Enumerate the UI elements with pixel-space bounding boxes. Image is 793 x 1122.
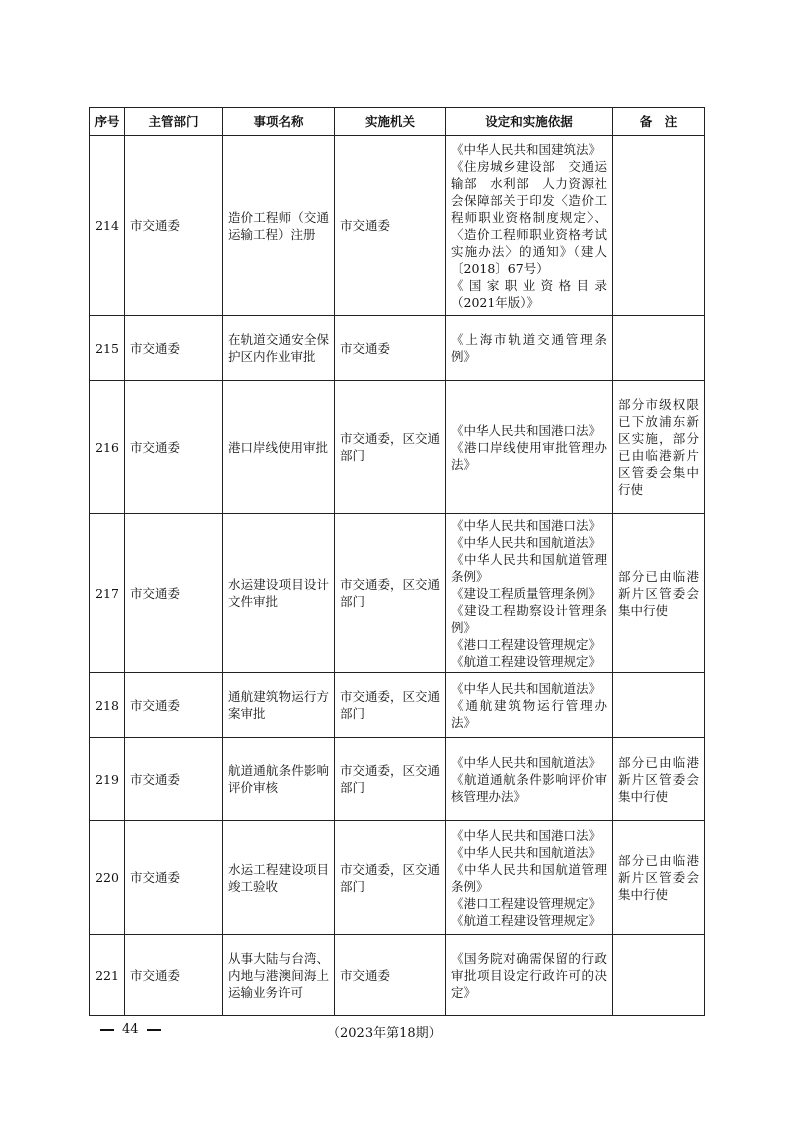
dash-right [147, 1029, 161, 1031]
basis-line: 《中华人民共和国建筑法》 [451, 141, 602, 157]
basis-cell [446, 514, 613, 673]
org-cell: 市交通委，区交通部门 [335, 821, 446, 935]
header-note: 备 注 [613, 108, 705, 136]
item-cell: 造价工程师（交通运输工程）注册 [223, 136, 335, 316]
item-cell: 从事大陆与台湾、内地与港澳间海上运输业务许可 [223, 935, 335, 1016]
basis-cell [446, 821, 613, 935]
basis-line: 《通航建筑物运行管理办法》 [451, 697, 607, 730]
basis-line: 《中华人民共和国航道法》 [451, 754, 602, 770]
basis-cell [446, 316, 613, 381]
basis-cell [446, 136, 613, 316]
header-serial: 序号 [90, 108, 125, 136]
serial-cell: 217 [90, 514, 125, 673]
basis-line: 《住房城乡建设部 交通运输部 水利部 人力资源社会保障部关于印发〈造价工程师职业资格制度规定〉、〈造价工程师职业资格考试实施办法〉的通知》（建人〔2018〕67号） [451, 158, 607, 276]
note-cell: 部分市级权限已下放浦东新区实施，部分已由临港新片区管委会集中行使 [613, 381, 705, 514]
basis-line: 《港口工程建设管理规定》 [451, 895, 602, 911]
basis-line: 《中华人民共和国航道法》 [451, 844, 602, 860]
dept-cell: 市交通委 [125, 514, 223, 673]
header-dept: 主管部门 [125, 108, 223, 136]
item-cell: 港口岸线使用审批 [223, 381, 335, 514]
basis-line: 《中华人民共和国航道管理条例》 [451, 551, 607, 584]
dept-cell: 市交通委 [125, 673, 223, 738]
item-cell: 在轨道交通安全保护区内作业审批 [223, 316, 335, 381]
serial-cell: 215 [90, 316, 125, 381]
table-row [90, 381, 705, 514]
org-cell: 市交通委，区交通部门 [335, 673, 446, 738]
table-row [90, 821, 705, 935]
table-row [90, 673, 705, 738]
basis-line: 《上海市轨道交通管理条例》 [451, 332, 607, 364]
note-cell: 部分已由临港新片区管委会集中行使 [613, 821, 705, 935]
table-row [90, 136, 705, 316]
dept-cell: 市交通委 [125, 738, 223, 821]
serial-cell: 214 [90, 136, 125, 316]
dept-cell: 市交通委 [125, 381, 223, 514]
basis-line: 《中华人民共和国港口法》 [451, 422, 602, 438]
header-item: 事项名称 [223, 108, 335, 136]
note-cell [613, 136, 705, 316]
basis-line: 《港口岸线使用审批管理办法》 [451, 439, 607, 472]
serial-cell: 218 [90, 673, 125, 738]
admin-items-table [89, 107, 705, 1016]
org-cell: 市交通委，区交通部门 [335, 514, 446, 673]
dept-cell: 市交通委 [125, 935, 223, 1016]
basis-line: 《航道工程建设管理规定》 [451, 912, 602, 928]
org-cell: 市交通委 [335, 316, 446, 381]
table-row [90, 738, 705, 821]
note-cell: 部分已由临港新片区管委会集中行使 [613, 738, 705, 821]
dept-cell: 市交通委 [125, 821, 223, 935]
basis-line: 《中华人民共和国航道法》 [451, 680, 602, 696]
note-cell [613, 316, 705, 381]
item-cell: 水运工程建设项目竣工验收 [223, 821, 335, 935]
header-basis: 设定和实施依据 [446, 108, 613, 136]
item-cell: 通航建筑物运行方案审批 [223, 673, 335, 738]
dash-left [100, 1029, 114, 1031]
serial-cell: 221 [90, 935, 125, 1016]
basis-line: 《建设工程勘察设计管理条例》 [451, 602, 607, 635]
table-row [90, 316, 705, 381]
issue-label: （2023年第18期） [327, 1026, 442, 1041]
basis-cell [446, 673, 613, 738]
serial-cell: 216 [90, 381, 125, 514]
basis-cell [446, 935, 613, 1016]
table-row [90, 514, 705, 673]
table-header-row [90, 108, 705, 136]
basis-line: 《中华人民共和国港口法》 [451, 517, 602, 533]
table-row [90, 935, 705, 1016]
page-number-text: 44 [122, 1022, 139, 1037]
basis-line: 《港口工程建设管理规定》 [451, 636, 602, 652]
basis-line: 《航道工程建设管理规定》 [451, 653, 602, 669]
org-cell: 市交通委，区交通部门 [335, 738, 446, 821]
serial-cell: 220 [90, 821, 125, 935]
item-cell: 航道通航条件影响评价审核 [223, 738, 335, 821]
serial-cell: 219 [90, 738, 125, 821]
page-number [92, 1022, 169, 1037]
basis-line: 《国家职业资格目录（2021年版）》 [451, 277, 607, 310]
basis-line: 《建设工程质量管理条例》 [451, 585, 602, 601]
basis-line: 《中华人民共和国航道管理条例》 [451, 861, 607, 894]
basis-line: 《国务院对确需保留的行政审批项目设定行政许可的决定》 [451, 950, 607, 1000]
note-cell: 部分已由临港新片区管委会集中行使 [613, 514, 705, 673]
basis-line: 《中华人民共和国航道法》 [451, 534, 602, 550]
header-org: 实施机关 [335, 108, 446, 136]
item-cell: 水运建设项目设计文件审批 [223, 514, 335, 673]
dept-cell: 市交通委 [125, 316, 223, 381]
dept-cell: 市交通委 [125, 136, 223, 316]
basis-cell [446, 381, 613, 514]
note-cell [613, 935, 705, 1016]
table-body [90, 136, 705, 1016]
org-cell: 市交通委 [335, 935, 446, 1016]
note-cell [613, 673, 705, 738]
basis-line: 《中华人民共和国港口法》 [451, 827, 602, 843]
basis-cell [446, 738, 613, 821]
org-cell: 市交通委，区交通部门 [335, 381, 446, 514]
basis-line: 《航道通航条件影响评价审核管理办法》 [451, 771, 607, 804]
org-cell: 市交通委 [335, 136, 446, 316]
